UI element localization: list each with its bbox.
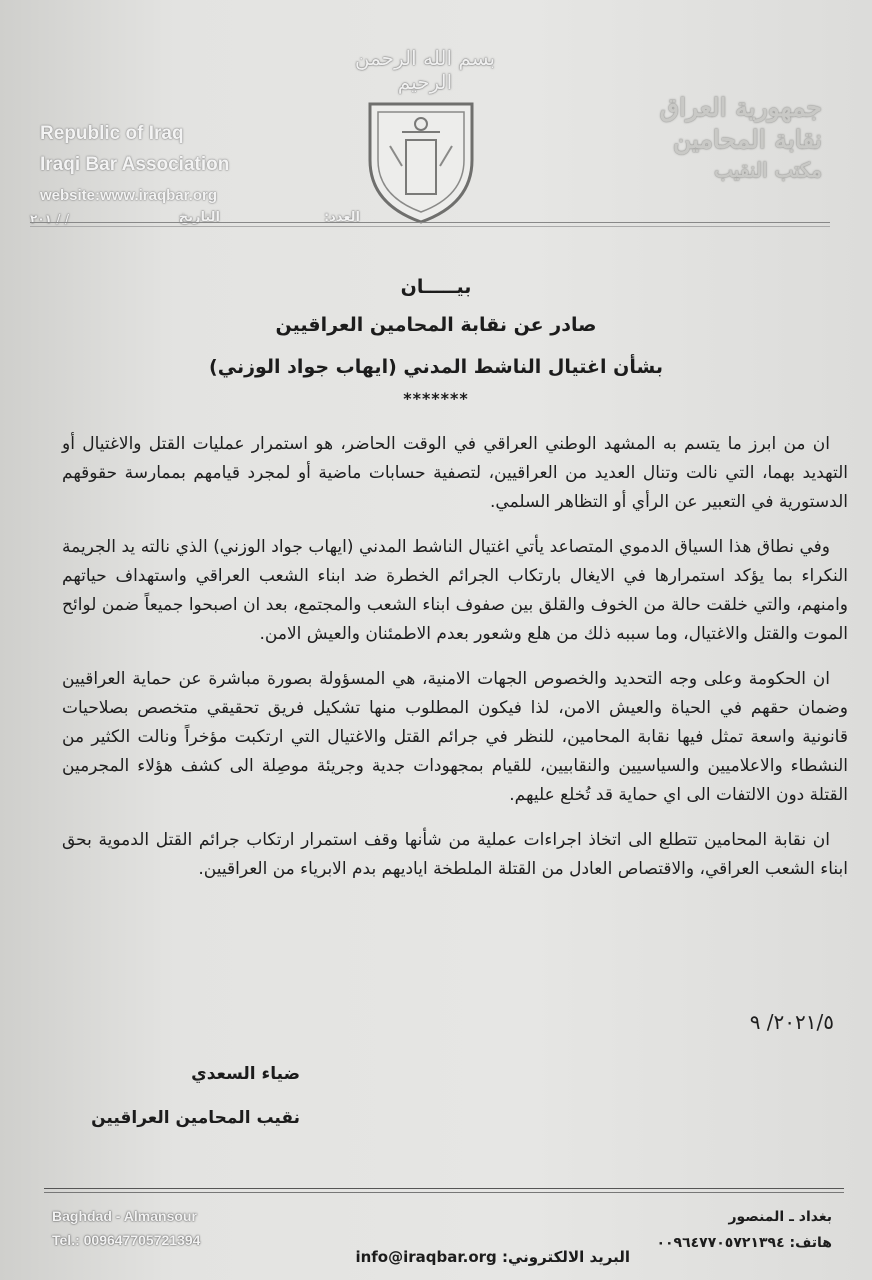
- statement-date: ٢٠٢١/٥/ ٩: [749, 1010, 834, 1034]
- address-en: Baghdad - Almansour: [52, 1208, 197, 1224]
- signature-block: [60, 1052, 300, 1140]
- statement-titles: [150, 270, 722, 410]
- date-label: التاريخ: [178, 210, 220, 225]
- reference-number-label: العدد:: [323, 210, 360, 225]
- footer-english: [52, 1204, 200, 1252]
- issuer-heading: صادر عن نقابة المحامين العراقيين: [275, 314, 597, 336]
- telephone-ar: هاتف: ٠٠٩٦٤٧٧٠٥٧٢١٣٩٤: [656, 1235, 832, 1251]
- statement-body: [62, 430, 848, 900]
- footer-email: [310, 1248, 630, 1266]
- subject-heading: بشأن اغتيال الناشط المدني (ايهاب جواد الوزني): [209, 356, 663, 378]
- paragraph-1: ان من ابرز ما يتسم به المشهد الوطني العراقي في الوقت الحاضر، هو استمرار عمليات القتل والاغتيال أو التهديد بهما، التي نالت وتنال العديد من العراقيين، لتصفية حسابات ماضية أو لمجرد قيامهم بممارسة حقوقهم الدستورية في التعبير عن الرأي أو التظاهر السلمي.: [62, 434, 848, 512]
- header-divider: [30, 222, 830, 227]
- paragraph-3: ان الحكومة وعلى وجه التحديد والخصوص الجهات الامنية، هي المسؤولة بصورة مباشرة عن حماية العراقيين وضمان حقهم في الحياة والعيش الامن، لذا فيكون المطلوب منها تشكيل فريق تحقيقي متخصص بصلاحيات قانونية واسعة تمثل فيها نقابة المحامين، للنظر في جرائم القتل والاغتيال التي ارتكبت مؤخراً ونالت الكثير من النشطاء والاعلاميين والسياسيين والنقابيين، للقيام بمجهودات جدية وجريئة موصِلة الى كشف هؤلاء المجرمين القتلة دون الالتفات الى اي حماية قد تُخلع عليهم.: [62, 669, 848, 805]
- website-label: website:www.iraqbar.org: [40, 187, 217, 204]
- republic-label-ar: جمهورية العراق: [659, 93, 822, 122]
- signer-title: نقيب المحامين العراقيين: [91, 1108, 300, 1128]
- email-address[interactable]: info@iraqbar.org: [355, 1248, 497, 1266]
- paragraph-2: وفي نطاق هذا السياق الدموي المتصاعد يأتي اغتيال الناشط المدني (ايهاب جواد الوزني) الذي نالته يد الجريمة النكراء بما يؤكد استمرارها في الايغال بارتكاب الجرائم الخطرة ضد ابناء الشعب العراقي واستهداف حياتهم وامنهم، والتي خلقت حالة من الخوف والقلق بين صفوف ابناء الشعب والمجتمع، بعد ان اصبحوا جميعاً ضمن لوائح الموت والقتل والاغتيال، وما سببه ذلك من هلع وشعور بعدم الاطمئنان والعيش الامن.: [62, 537, 848, 644]
- separator-stars: *******: [403, 389, 469, 408]
- association-label-ar: نقابة المحامين: [672, 125, 822, 154]
- address-ar: بغداد ـ المنصور: [728, 1209, 832, 1225]
- republic-label: Republic of Iraq: [40, 123, 184, 144]
- email-label: البريد الالكتروني:: [502, 1248, 630, 1266]
- association-label: Iraqi Bar Association: [40, 154, 230, 175]
- arabic-letterhead: [562, 92, 822, 184]
- office-label-ar: مكتب النقيب: [714, 158, 822, 182]
- signer-name: ضياء السعدي: [191, 1064, 300, 1084]
- paragraph-4: ان نقابة المحامين تتطلع الى اتخاذ اجراءات عملية من شأنها وقف استمرار ارتكاب جرائم القتل الدموية بحق ابناء الشعب العراقي، والاقتصاص العادل من القتلة الملطخة اياديهم بدم الابرياء من العراقيين.: [62, 830, 848, 879]
- telephone-en: Tel.: 009647705721394: [52, 1232, 201, 1248]
- statement-heading: بيـــــان: [400, 276, 472, 298]
- date-placeholder: ٢٠١ / /: [30, 212, 70, 226]
- basmala-calligraphy: بسم الله الرحمن الرحيم: [354, 46, 496, 94]
- english-letterhead: [40, 118, 300, 211]
- bar-association-emblem-icon: [362, 96, 480, 226]
- footer-arabic: [656, 1204, 832, 1256]
- footer-divider: [44, 1188, 844, 1193]
